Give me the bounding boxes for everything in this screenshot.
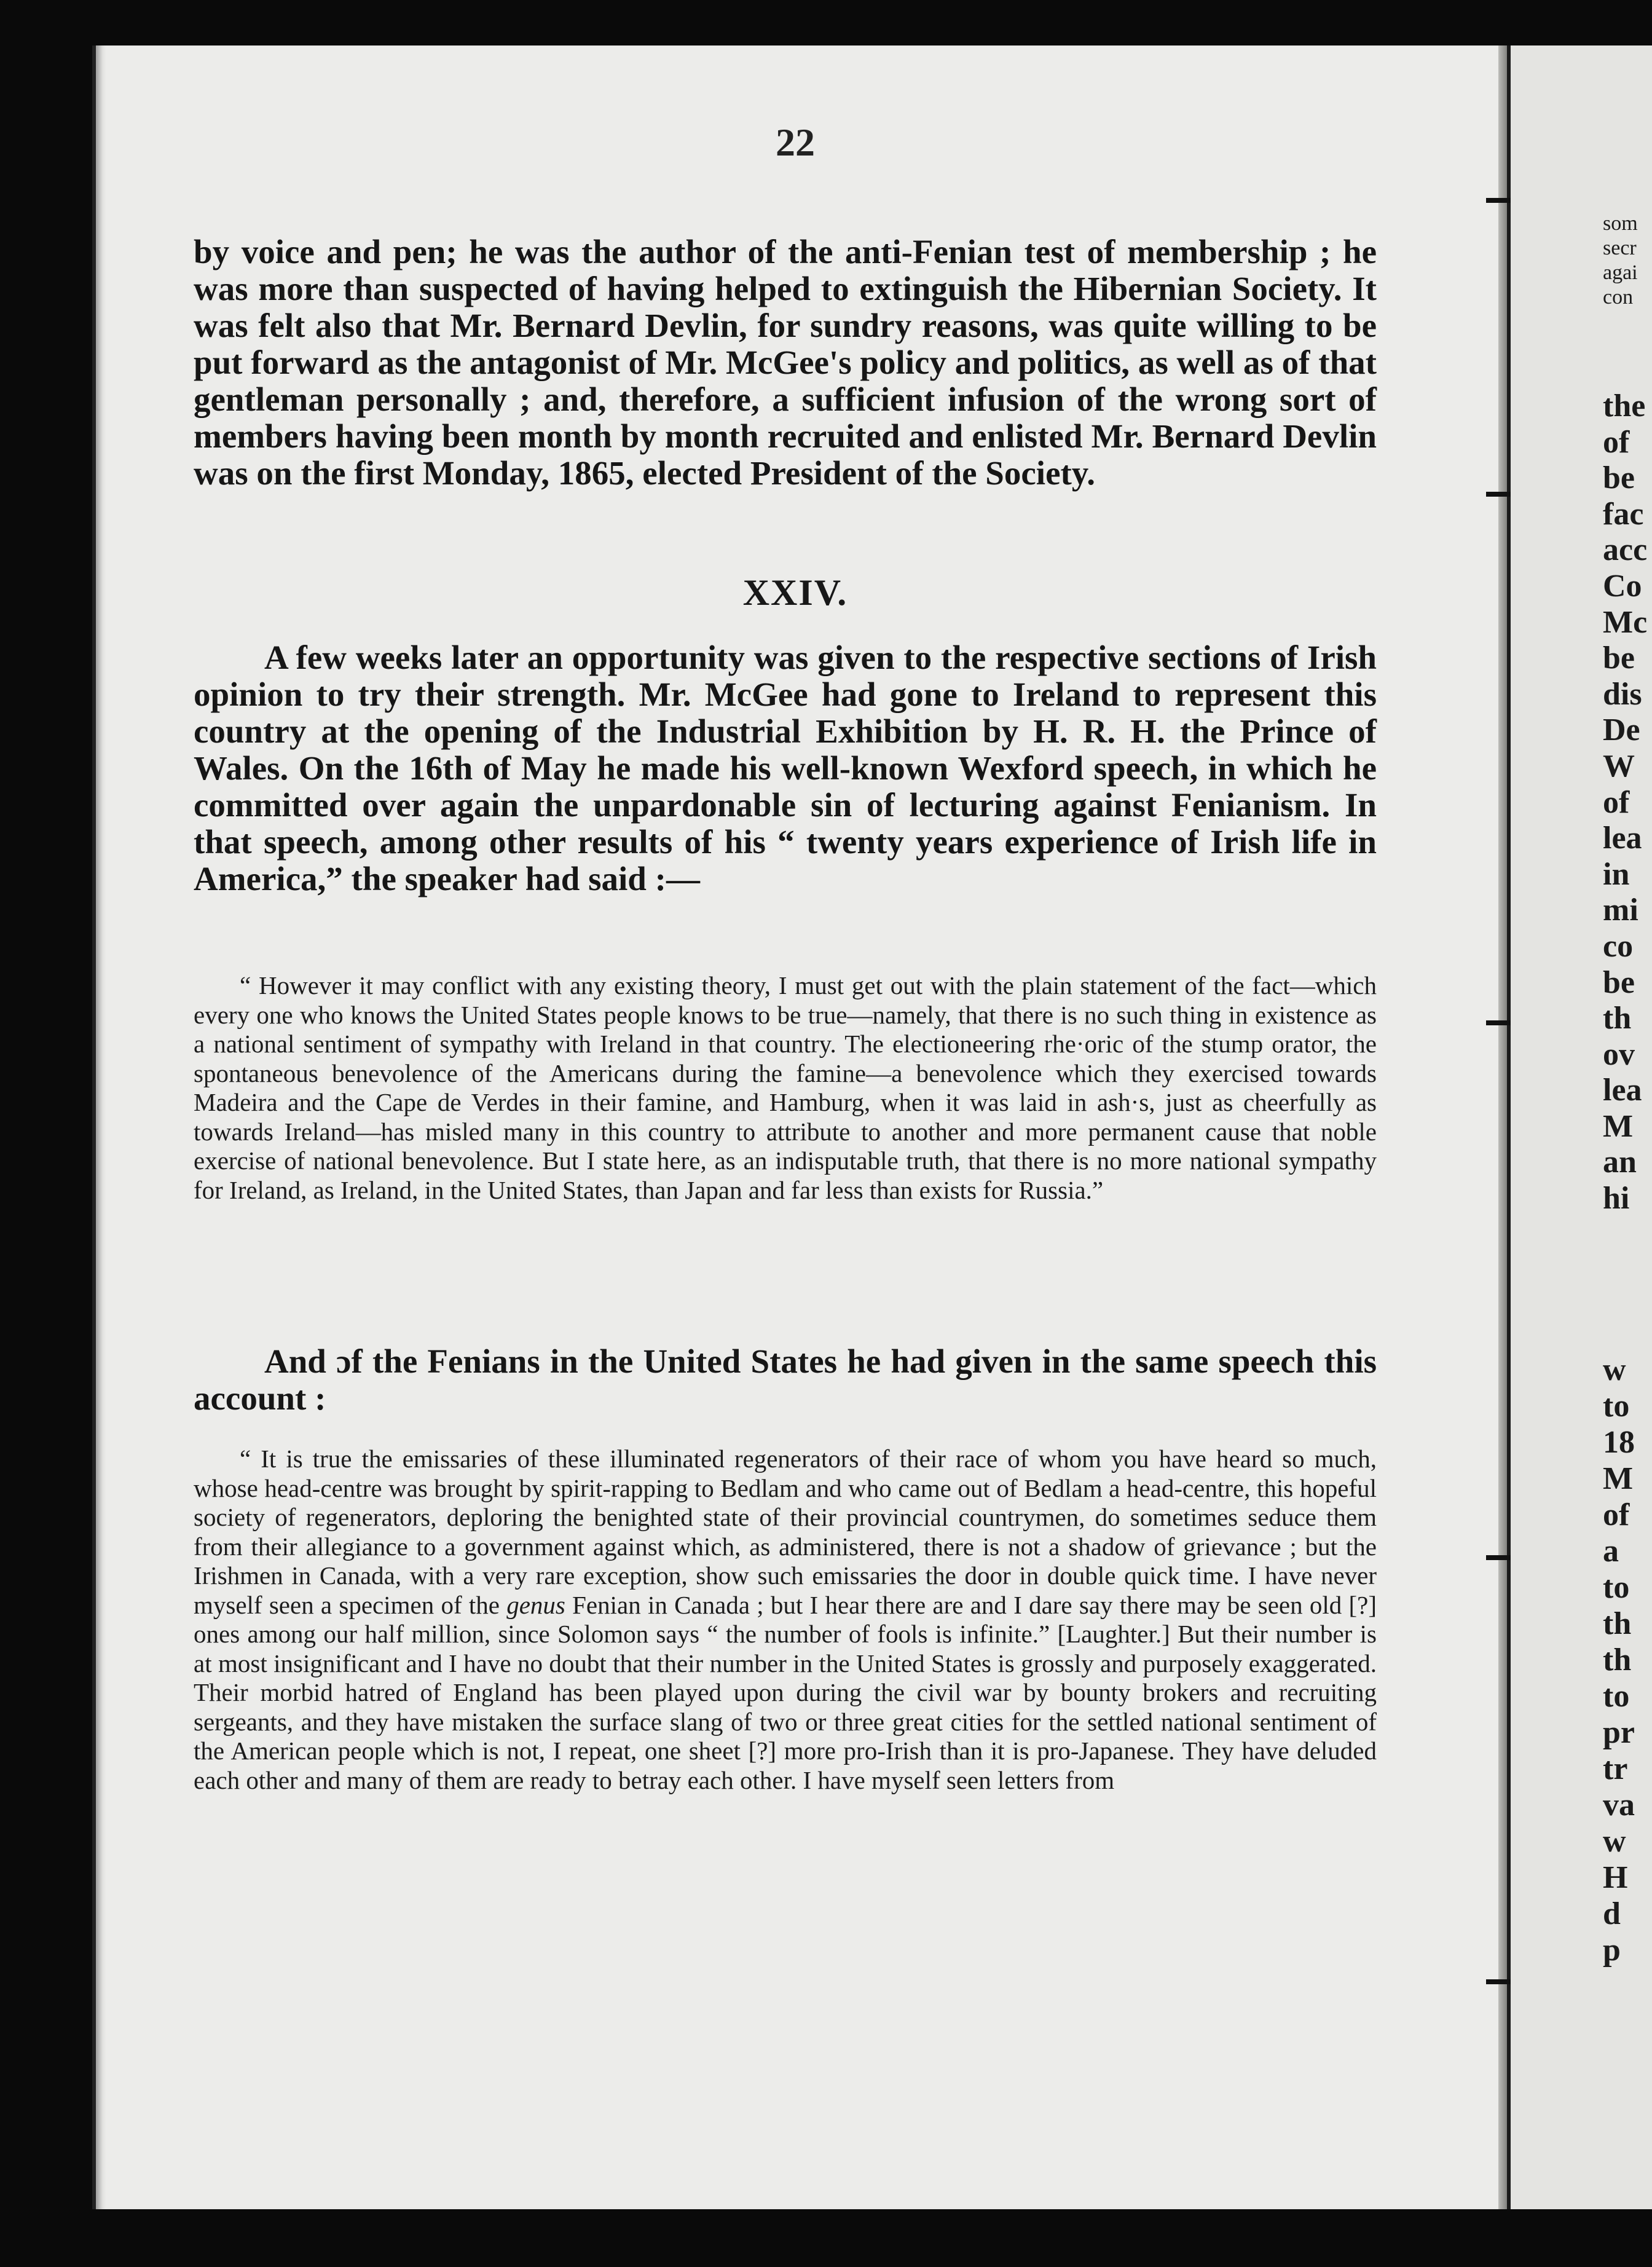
- quote-block-one: [194, 971, 1377, 1205]
- fragment-line: H: [1603, 1860, 1628, 1895]
- fragment-line: acc: [1603, 532, 1648, 568]
- quote-text: “ However it may conflict with any existing theory, I must get out with the plain statement of the fact—which every one who knows the United States people knows to be true—namely, that there is no such thing in existence as a national sentiment of sympathy with Ireland in that country. The electioneering rhe·oric of the stump orator, the spontaneous benevolence of the Americans during the famine—a benevolence which they exercised towards Madeira and the Cape de Verdes in their famine, and Hamburg, when it was laid in ash·s, just as cheerfully as towards Ireland—has misled many in this country to attribute to another and more permanent cause that noble exercise of national benevolence. But I state here, as an indisputable truth, that there is no more national sympathy for Ireland, as Ireland, in the United States, than Japan and far less than exists for Russia.”: [194, 971, 1377, 1204]
- fragment-line: De: [1603, 712, 1640, 748]
- fragment-line: va: [1603, 1788, 1635, 1823]
- paragraph-text: by voice and pen; he was the author of the anti-Fenian test of membership ; he was more than suspected of having helped to extinguish the Hibernian Society. It was felt also that Mr. Bernard Devlin, for sundry reasons, was quite willing to be put forward as the antagonist of Mr. McGee's policy and politics, as well as of that gentleman personally ; and, therefore, a sufficient infusion of the wrong sort of members having been month by month recruited and enlisted Mr. Bernard Devlin was on the first Monday, 1865, elected President of the Society.: [194, 233, 1377, 492]
- fragment-line: Mc: [1603, 604, 1648, 640]
- fragment-line: Co: [1603, 568, 1642, 604]
- fragment-line: co: [1603, 928, 1634, 964]
- scan-mark: [1523, 2219, 1535, 2231]
- fragment-line: p: [1603, 1933, 1621, 1968]
- opening-paragraph: [194, 234, 1377, 492]
- right-page: [1511, 45, 1652, 2209]
- fragment-line: 18: [1603, 1425, 1635, 1460]
- italic-word: genus: [506, 1590, 565, 1619]
- fragment-line: lea: [1603, 1073, 1642, 1108]
- quote-text: [194, 1445, 1377, 1795]
- fragment-line: w: [1603, 1824, 1626, 1859]
- fragment-line: th: [1603, 1001, 1632, 1036]
- paragraph-text: A few weeks later an opportunity was given to the respective sections of Irish opinion to try their strength. Mr. McGee had gone to Ireland to represent this country at the opening of the Industrial Exhibition by H. R. H. the Prince of Wales. On the 16th of May he made his well-known Wexford speech, in which he committed over again the unpardonable sin of lecturing against Fenianism. In that speech, among other results of his “ twenty years experience of Irish life in America,” the speaker had said :—: [194, 639, 1377, 897]
- fragment-line: hi: [1603, 1181, 1630, 1216]
- fragment-line: the: [1603, 388, 1646, 424]
- fragment-line: of: [1603, 1497, 1630, 1532]
- fragment-line: in: [1603, 856, 1630, 892]
- quote-block-two: [194, 1445, 1377, 1795]
- fragment-line: be: [1603, 460, 1635, 496]
- fragment-line: mi: [1603, 893, 1638, 928]
- fragment-line: w: [1603, 1352, 1626, 1387]
- right-page-top-fragments: [1603, 211, 1652, 310]
- fragment-line: th: [1603, 1606, 1632, 1641]
- fragment-line: pr: [1603, 1715, 1635, 1750]
- page-number: 22: [776, 120, 815, 164]
- fragment-line: ov: [1603, 1036, 1635, 1072]
- fragment-line: fac: [1603, 496, 1644, 532]
- fragment-line: con: [1603, 286, 1634, 309]
- fragment-line: to: [1603, 1570, 1630, 1605]
- fragment-line: to: [1603, 1679, 1630, 1714]
- right-page-bottom-fragments: [1603, 1352, 1652, 1968]
- fragment-line: lea: [1603, 821, 1642, 856]
- fragment-line: M: [1603, 1108, 1634, 1144]
- fragment-line: of: [1603, 424, 1630, 460]
- fragment-line: a: [1603, 1534, 1619, 1569]
- section-heading: XXIV.: [742, 572, 848, 613]
- paragraph-text: And ɔf the Fenians in the United States he had given in the same speech this account :: [194, 1342, 1377, 1417]
- fragment-line: of: [1603, 784, 1630, 820]
- fragment-line: agai: [1603, 261, 1638, 284]
- fragment-line: M: [1603, 1461, 1634, 1496]
- right-page-middle-fragments: [1603, 388, 1652, 1217]
- quote-text-part: “ It is true the emissaries of these illuminated regenerators of their race of whom you have heard so much, whose head-centre was brought by spirit-rapping to Bedlam and who came out of Bedlam a head-centre, this hopeful society of regenerators, deploring the benighted state of their provincial countrymen, do sometimes seduce them from their allegiance to a government against which, as administered, there is not a shadow of grievance ; but the Irishmen in Canada, with a very rare exception, show such emissaries the door in double quick time. I have never myself seen a specimen of the: [194, 1445, 1377, 1619]
- paragraph-three: [194, 1343, 1377, 1417]
- paragraph-two: [194, 639, 1377, 897]
- fragment-line: be: [1603, 964, 1635, 1000]
- fragment-line: secr: [1603, 237, 1637, 259]
- fragment-line: th: [1603, 1642, 1632, 1678]
- fragment-line: d: [1603, 1896, 1621, 1931]
- fragment-line: be: [1603, 641, 1635, 676]
- fragment-line: W: [1603, 748, 1635, 784]
- quote-text-part: Fenian in Canada ; but I hear there are and I dare say there may be seen old [?] ones among our half million, since Solomon says “ the number of fools is infinite.” [Laughter.] But their number is at most insignificant and I have no doubt that their number in the United States is grossly and purposely exaggerated. Their morbid hatred of England has been played upon during the civil war by bounty brokers and recruiting sergeants, and they have mistaken the surface slang of two or three great cities for the settled national sentiment of the American people which is not, I repeat, one sheet [?] more pro-Irish than it is pro-Japanese. They have deluded each other and many of them are ready to betray each other. I have myself seen letters from: [194, 1590, 1377, 1794]
- fragment-line: tr: [1603, 1751, 1628, 1786]
- fragment-line: to: [1603, 1389, 1630, 1424]
- fragment-line: an: [1603, 1145, 1637, 1180]
- fragment-line: som: [1603, 212, 1638, 235]
- fragment-line: dis: [1603, 676, 1642, 712]
